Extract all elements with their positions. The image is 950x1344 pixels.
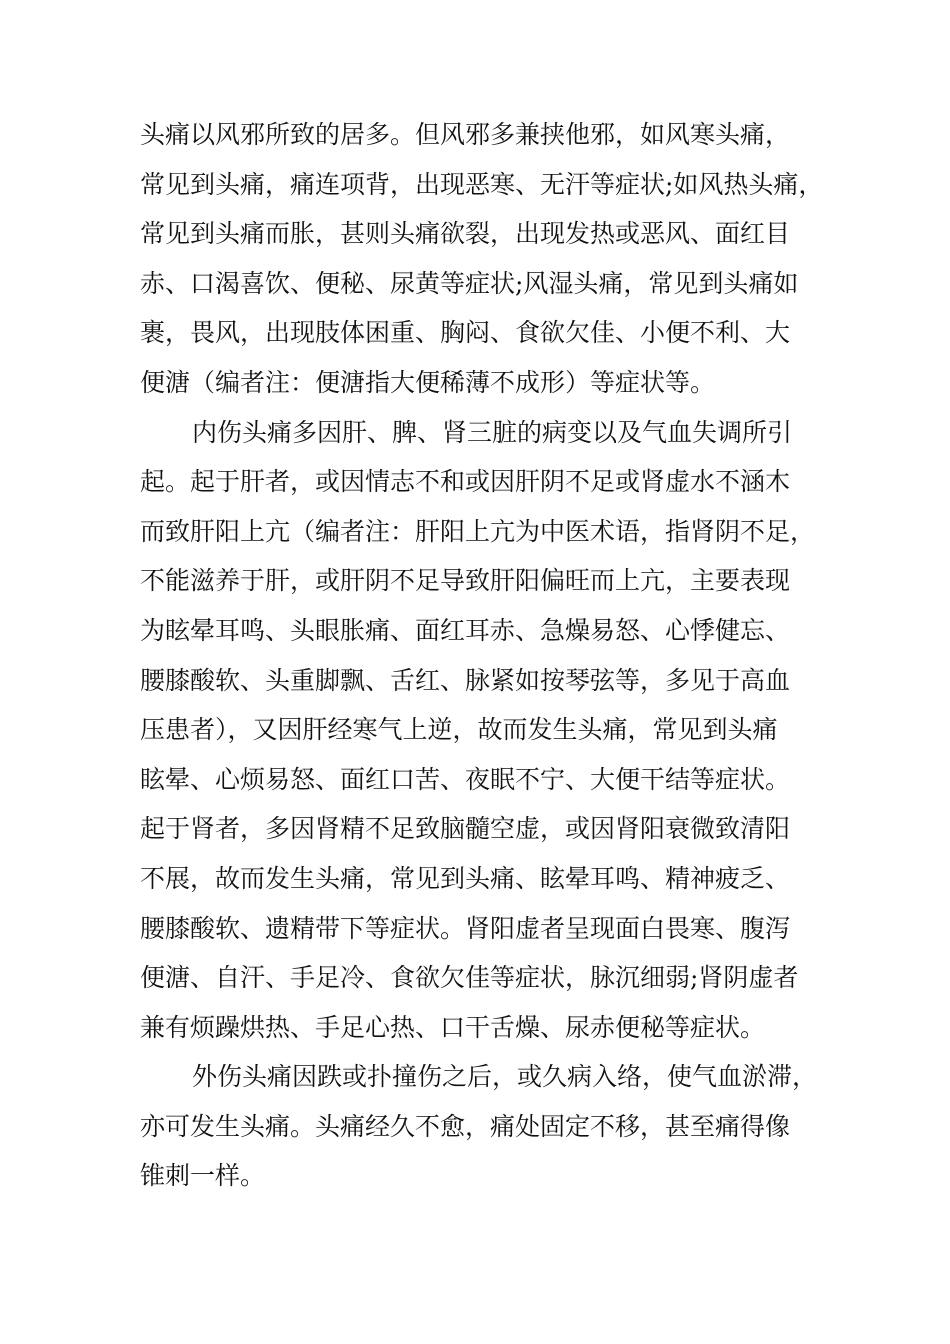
text-line: 腰膝酸软、头重脚飘、舌红、脉紧如按琴弦等，多见于高血 xyxy=(140,665,791,695)
text-line: 不能滋养于肝，或肝阴不足导致肝阳偏旺而上亢，主要表现 xyxy=(140,566,791,596)
text-line: 裹，畏风，出现肢体困重、胸闷、食欲欠佳、小便不利、大 xyxy=(140,318,791,348)
text-line: 兼有烦躁烘热、手足心热、口干舌燥、尿赤便秘等症状。 xyxy=(140,1012,766,1042)
text-line: 起。起于肝者，或因情志不和或因肝阴不足或肾虚水不涵木 xyxy=(140,467,791,497)
text-line: 而致肝阳上亢（编者注：肝阳上亢为中医术语，指肾阴不足， xyxy=(140,516,816,546)
document-body xyxy=(140,110,824,1201)
text-line: 亦可发生头痛。头痛经久不愈，痛处固定不移，甚至痛得像 xyxy=(140,1111,791,1141)
text-line: 常见到头痛，痛连项背，出现恶寒、无汗等症状;如风热头痛， xyxy=(140,169,824,199)
text-line: 不展，故而发生头痛，常见到头痛、眩晕耳鸣、精神疲乏、 xyxy=(140,863,791,893)
text-line: 便溏（编者注：便溏指大便稀薄不成形）等症状等。 xyxy=(140,367,716,397)
text-line: 起于肾者，多因肾精不足致脑髓空虚，或因肾阳衰微致清阳 xyxy=(140,814,791,844)
text-line: 内伤头痛多因肝、脾、肾三脏的病变以及气血失调所引 xyxy=(192,417,793,447)
text-line: 外伤头痛因跌或扑撞伤之后，或久病入络，使气血淤滞， xyxy=(192,1062,818,1092)
text-line: 常见到头痛而胀，甚则头痛欲裂，出现发热或恶风、面红目 xyxy=(140,219,791,249)
text-line: 为眩晕耳鸣、头眼胀痛、面红耳赤、急燥易怒、心悸健忘、 xyxy=(140,615,791,645)
paragraph-internal-injury-headache xyxy=(140,408,820,1053)
paragraph-wind-evil-headache xyxy=(140,110,824,408)
text-line: 赤、口渴喜饮、便秘、尿黄等症状;风湿头痛，常见到头痛如 xyxy=(140,268,799,298)
text-line: 腰膝酸软、遗精带下等症状。肾阳虚者呈现面白畏寒、腹泻 xyxy=(140,913,791,943)
text-line: 锥刺一样。 xyxy=(140,1161,266,1191)
text-line: 头痛以风邪所致的居多。但风邪多兼挟他邪，如风寒头痛， xyxy=(140,120,791,149)
text-line: 眩晕、心烦易怒、面红口苦、夜眠不宁、大便干结等症状。 xyxy=(140,764,791,794)
text-line: 便溏、自汗、手足冷、食欲欠佳等症状，脉沉细弱;肾阴虚者 xyxy=(140,963,799,993)
paragraph-trauma-headache xyxy=(140,1052,820,1201)
text-line: 压患者），又因肝经寒气上逆，故而发生头痛，常见到头痛 xyxy=(140,715,778,745)
